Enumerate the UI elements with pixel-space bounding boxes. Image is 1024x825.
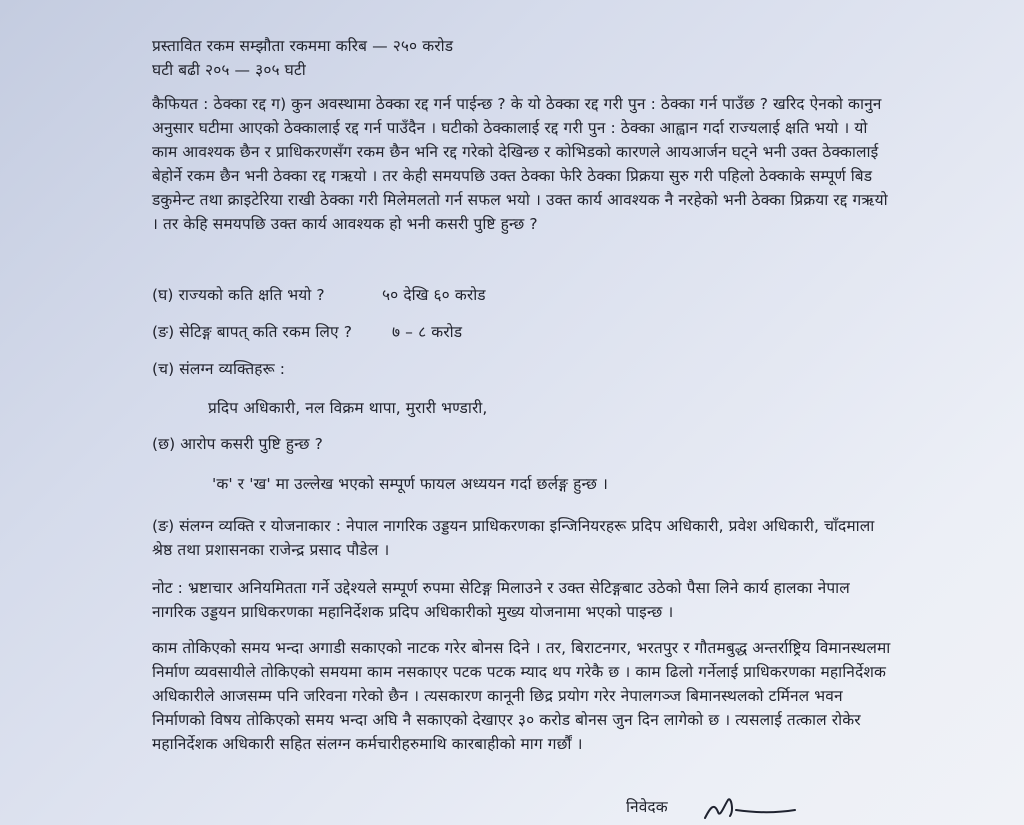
- proposed-amount-line: प्रस्तावित रकम सम्झौता रकममा करिब — २५० करोड: [152, 37, 454, 55]
- item-cha-names: प्रदिप अधिकारी, नल विक्रम थापा, मुरारी भण्डारी,: [208, 399, 488, 417]
- item-cha-heading: (च) संलग्न व्यक्तिहरू :: [152, 360, 286, 378]
- item-nga2-paragraph: (ङ) संलग्न व्यक्ति र योजनाकार : नेपाल नागरिक उड्डयन प्राधिकरणका इन्जिनियरहरू प्रदिप अधिकारी, प्रवेश अधिकारी, चाँदमाला श्रेष्ठ तथा प्रशासनका राजेन्द्र प्रसाद पौडेल ।: [152, 517, 875, 559]
- item-gha-question: (घ) राज्यको कति क्षति भयो ?: [152, 286, 325, 304]
- closing-paragraph: काम तोकिएको समय भन्दा अगाडी सकाएको नाटक गरेर बोनस दिने । तर, बिराटनगर, भरतपुर र गौतमबुद्ध अन्तर्राष्ट्रिय विमानस्थलमा निर्माण व्यवसायीले तोकिएको समयमा काम नसकाएर पटक पटक म्याद थप गरेकै छ । काम ढिलो गर्नेलाई प्राधिकरणका महानिर्देशक अधिकारीले आजसम्म पनि जरिवना गरेको छैन । त्यसकारण कानूनी छिद्र प्रयोग गरेर नेपालगञ्ज बिमानस्थलको टर्मिनल भवन निर्माणको विषय तोकिएको समय भन्दा अघि नै सकाएको देखाएर ३० करोड बोनस जुन दिन लागेको छ । त्यसलाई तत्काल रोकेर महानिर्देशक अधिकारी सहित संलग्न कर्मचारीहरुमाथि कारबाहीको माग गर्छौं ।: [152, 639, 891, 753]
- item-chha-answer: 'क' र 'ख' मा उल्लेख भएको सम्पूर्ण फायल अध्ययन गर्दा छर्लङ्ग हुन्छ ।: [212, 475, 608, 493]
- note-paragraph: नोट : भ्रष्टाचार अनियमितता गर्ने उद्देश्यले सम्पूर्ण रुपमा सेटिङ्ग मिलाउने र उक्त सेटिङ्गबाट उठेको पैसा लिने कार्य हालका नेपाल नागरिक उड्डयन प्राधिकरणका महानिर्देशक प्रदिप अधिकारीको मुख्य योजनामा भएको पाइन्छ ।: [152, 579, 850, 621]
- signature-mark: [700, 790, 810, 825]
- item-nga-question: (ङ) सेटिङ्ग बापत् कति रकम लिए ?: [152, 323, 353, 341]
- item-nga-answer: ७ – ८ करोड: [392, 323, 463, 341]
- item-gha-answer: ५० देखि ६० करोड: [382, 286, 486, 304]
- item-chha-question: (छ) आरोप कसरी पुष्टि हुन्छ ?: [152, 435, 323, 453]
- remarks-paragraph: कैफियत : ठेक्का रद्द ग) कुन अवस्थामा ठेक्का रद्द गर्न पाईन्छ ? के यो ठेक्का रद्द गरी पुन : ठेक्का गर्न पाउँछ ? खरिद ऐनको कानुन अनुसार घटीमा आएको ठेक्कालाई रद्द गर्न पाउँदैन । घटीको ठेक्कालाई रद्द गरी पुन : ठेक्का आह्वान गर्दा राज्यलाई क्षति भयो । यो काम आवश्यक छैन र प्राधिकरणसँग रकम छैन भनि रद्द गरेको देखिन्छ र कोभिडको कारणले आयआर्जन घट्ने भनी उक्त ठेक्कालाई बेहोर्ने रकम छैन भनी ठेक्का रद्द गऋयो । तर केही समयपछि उक्त ठेक्का फेरि ठेक्का प्रिक्रया सुरु गरी पहिलो ठेक्काके सम्पूर्ण बिड डकुमेन्ट तथा क्राइटेरिया राखी ठेक्का गरी मिलेमलतो गर्न सफल भयो । उक्त कार्य आवश्यक नै नरहेको भनी ठेक्का प्रिक्रया रद्द गऋयो । तर केहि समयपछि उक्त कार्य आवश्यक हो भनी कसरी पुष्टि हुन्छ ?: [152, 95, 888, 233]
- variance-line: घटी बढी २०५ — ३०५ घटी: [152, 61, 306, 79]
- signoff-label: निवेदक: [626, 798, 668, 816]
